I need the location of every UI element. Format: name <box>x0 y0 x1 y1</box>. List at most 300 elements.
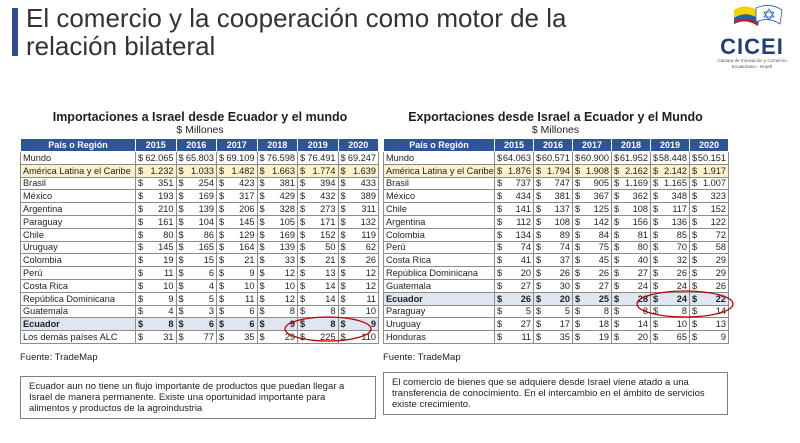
value-text: 10 <box>244 280 255 291</box>
currency-symbol: $ <box>536 319 542 330</box>
currency-symbol: $ <box>219 152 225 163</box>
value-text: 17 <box>559 319 570 330</box>
value-text: 139 <box>198 204 214 215</box>
value-text: 61.952 <box>619 152 648 163</box>
currency-symbol: $ <box>219 165 225 176</box>
row-label: Perú <box>384 241 495 254</box>
currency-symbol: $ <box>340 332 346 343</box>
currency-symbol: $ <box>653 268 659 279</box>
currency-symbol: $ <box>614 242 620 253</box>
value-text: 1.639 <box>353 165 376 176</box>
value-text: 26 <box>559 268 570 279</box>
value-text: 12 <box>284 293 295 304</box>
currency-symbol: $ <box>259 268 265 279</box>
currency-symbol: $ <box>575 242 581 253</box>
value-text: 11 <box>244 293 255 304</box>
value-text: 254 <box>198 178 214 189</box>
value-text: 4 <box>208 280 214 291</box>
value-text: 76.491 <box>307 152 336 163</box>
currency-symbol: $ <box>692 268 698 279</box>
currency-symbol: $ <box>340 319 346 330</box>
currency-symbol: $ <box>692 216 698 227</box>
currency-symbol: $ <box>653 216 659 227</box>
currency-symbol: $ <box>259 280 265 291</box>
header-year: 2018 <box>612 139 651 152</box>
value-text: 156 <box>632 216 648 227</box>
value-text: 394 <box>320 178 336 189</box>
value-text: 62.065 <box>145 152 174 163</box>
value-text: 12 <box>365 280 376 291</box>
value-text: 76.598 <box>266 152 295 163</box>
currency-symbol: $ <box>653 332 659 343</box>
value-text: 1.917 <box>703 165 726 176</box>
currency-symbol: $ <box>300 191 306 202</box>
row-label: Perú <box>21 267 136 280</box>
currency-symbol: $ <box>653 280 659 291</box>
currency-symbol: $ <box>259 255 265 266</box>
value-text: 35 <box>244 332 255 343</box>
value-text: 27 <box>520 319 531 330</box>
value-text: 26 <box>365 255 376 266</box>
currency-symbol: $ <box>614 332 620 343</box>
currency-symbol: $ <box>692 165 698 176</box>
currency-symbol: $ <box>259 152 265 163</box>
value-text: 122 <box>710 216 726 227</box>
currency-symbol: $ <box>614 293 620 304</box>
value-text: 6 <box>208 319 214 330</box>
row-label: México <box>21 190 136 203</box>
currency-symbol: $ <box>219 306 225 317</box>
currency-symbol: $ <box>300 306 306 317</box>
currency-symbol: $ <box>575 293 581 304</box>
value-text: 141 <box>515 204 531 215</box>
logo-text: CICEI <box>720 34 784 59</box>
value-text: 112 <box>516 216 531 227</box>
currency-symbol: $ <box>653 319 659 330</box>
value-text: 1.169 <box>625 178 648 189</box>
value-text: 145 <box>158 242 174 253</box>
value-text: 273 <box>320 204 336 215</box>
currency-symbol: $ <box>340 293 346 304</box>
currency-symbol: $ <box>575 306 581 317</box>
row-label: Uruguay <box>21 241 136 254</box>
currency-symbol: $ <box>178 255 184 266</box>
currency-symbol: $ <box>614 191 620 202</box>
currency-symbol: $ <box>219 242 225 253</box>
value-text: 10 <box>676 319 687 330</box>
right-table-title: Exportaciones desde Israel a Ecuador y el Mundo <box>408 110 703 124</box>
value-text: 367 <box>593 191 609 202</box>
value-text: 58.448 <box>658 152 687 163</box>
value-text: 137 <box>554 204 570 215</box>
value-text: 18 <box>598 319 609 330</box>
value-text: 1.876 <box>508 165 531 176</box>
currency-symbol: $ <box>653 165 659 176</box>
row-label: Costa Rica <box>384 254 495 267</box>
currency-symbol: $ <box>340 165 346 176</box>
currency-symbol: $ <box>575 255 581 266</box>
value-text: 152 <box>320 229 336 240</box>
value-text: 1.774 <box>312 165 336 176</box>
value-text: 169 <box>198 191 214 202</box>
value-text: 9 <box>370 319 376 330</box>
currency-symbol: $ <box>340 191 346 202</box>
currency-symbol: $ <box>497 293 503 304</box>
value-text: 13 <box>325 268 336 279</box>
value-text: 11 <box>366 293 376 304</box>
left-table-title: Importaciones a Israel desde Ecuador y el mundo <box>52 110 348 124</box>
currency-symbol: $ <box>536 255 542 266</box>
row-label: Honduras <box>384 331 495 344</box>
value-text: 142 <box>593 216 609 227</box>
row-label: Los demás países ALC <box>21 331 136 344</box>
value-text: 1.007 <box>703 178 726 189</box>
currency-symbol: $ <box>259 165 265 176</box>
left-table-subtitle: $ Millones <box>176 124 224 136</box>
currency-symbol: $ <box>614 165 620 176</box>
value-text: 29 <box>284 332 295 343</box>
currency-symbol: $ <box>340 229 346 240</box>
value-text: 10 <box>163 280 174 291</box>
currency-symbol: $ <box>138 293 144 304</box>
value-text: 20 <box>520 268 531 279</box>
value-text: 6 <box>249 306 255 317</box>
currency-symbol: $ <box>692 178 698 189</box>
row-label: México <box>384 190 495 203</box>
currency-symbol: $ <box>575 319 581 330</box>
value-text: 362 <box>632 191 648 202</box>
value-text: 206 <box>239 204 255 215</box>
currency-symbol: $ <box>497 152 503 163</box>
currency-symbol: $ <box>178 319 184 330</box>
currency-symbol: $ <box>340 204 346 215</box>
currency-symbol: $ <box>497 242 503 253</box>
currency-symbol: $ <box>300 280 306 291</box>
value-text: 62 <box>365 242 376 253</box>
currency-symbol: $ <box>138 229 144 240</box>
currency-symbol: $ <box>692 242 698 253</box>
value-text: 50 <box>325 242 336 253</box>
row-label: Chile <box>21 228 136 241</box>
currency-symbol: $ <box>138 152 144 163</box>
value-text: 1.165 <box>664 178 687 189</box>
currency-symbol: $ <box>653 255 659 266</box>
value-text: 29 <box>715 255 726 266</box>
row-label: Paraguay <box>384 305 495 318</box>
currency-symbol: $ <box>614 306 620 317</box>
currency-symbol: $ <box>219 280 225 291</box>
header-year: 2016 <box>534 139 573 152</box>
value-text: 1.663 <box>272 165 295 176</box>
value-text: 80 <box>163 229 174 240</box>
header-year: 2020 <box>338 139 379 152</box>
currency-symbol: $ <box>219 216 225 227</box>
currency-symbol: $ <box>178 280 184 291</box>
value-text: 24 <box>676 280 687 291</box>
currency-symbol: $ <box>614 152 620 163</box>
value-text: 22 <box>715 293 726 304</box>
currency-symbol: $ <box>259 178 265 189</box>
currency-symbol: $ <box>178 204 184 215</box>
currency-symbol: $ <box>259 229 265 240</box>
currency-symbol: $ <box>575 280 581 291</box>
value-text: 905 <box>593 178 609 189</box>
row-label: Colombia <box>21 254 136 267</box>
currency-symbol: $ <box>692 293 698 304</box>
value-text: 19 <box>598 332 609 343</box>
currency-symbol: $ <box>300 216 306 227</box>
header-year: 2016 <box>176 139 217 152</box>
currency-symbol: $ <box>614 204 620 215</box>
value-text: 129 <box>239 229 255 240</box>
currency-symbol: $ <box>614 216 620 227</box>
currency-symbol: $ <box>138 280 144 291</box>
currency-symbol: $ <box>138 165 144 176</box>
value-text: 84 <box>598 229 609 240</box>
currency-symbol: $ <box>692 319 698 330</box>
value-text: 26 <box>676 268 687 279</box>
value-text: 89 <box>559 229 570 240</box>
currency-symbol: $ <box>138 178 144 189</box>
value-text: 74 <box>559 242 570 253</box>
value-text: 9 <box>720 332 726 343</box>
header-year: 2020 <box>690 139 729 152</box>
currency-symbol: $ <box>219 178 225 189</box>
value-text: 348 <box>671 191 687 202</box>
value-text: 110 <box>361 332 376 343</box>
currency-symbol: $ <box>300 165 306 176</box>
value-text: 14 <box>715 306 726 317</box>
header-country: País o Región <box>21 139 136 152</box>
value-text: 72 <box>715 229 726 240</box>
currency-symbol: $ <box>340 255 346 266</box>
value-text: 19 <box>163 255 174 266</box>
value-text: 108 <box>632 204 648 215</box>
value-text: 81 <box>637 229 648 240</box>
value-text: 1.794 <box>547 165 570 176</box>
value-text: 21 <box>325 255 336 266</box>
currency-symbol: $ <box>219 191 225 202</box>
left-highlight-circle <box>285 317 371 341</box>
value-text: 145 <box>239 216 255 227</box>
value-text: 3 <box>208 306 214 317</box>
currency-symbol: $ <box>138 242 144 253</box>
currency-symbol: $ <box>536 229 542 240</box>
row-label: Brasil <box>21 177 136 190</box>
currency-symbol: $ <box>178 306 184 317</box>
currency-symbol: $ <box>575 165 581 176</box>
value-text: 117 <box>672 204 687 215</box>
value-text: 70 <box>676 242 687 253</box>
right-highlight-circle <box>637 291 733 317</box>
row-label: Brasil <box>384 177 495 190</box>
value-text: 20 <box>637 332 648 343</box>
value-text: 14 <box>325 293 336 304</box>
currency-symbol: $ <box>575 268 581 279</box>
value-text: 8 <box>330 306 336 317</box>
row-label: República Dominicana <box>21 292 136 305</box>
row-label: Guatemala <box>384 279 495 292</box>
right-table-subtitle: $ Millones <box>531 124 580 136</box>
row-label: Guatemala <box>21 305 136 318</box>
currency-symbol: $ <box>497 255 503 266</box>
row-label: América Latina y el Caribe <box>21 164 136 177</box>
value-text: 27 <box>598 280 609 291</box>
value-text: 45 <box>598 255 609 266</box>
value-text: 165 <box>198 242 214 253</box>
currency-symbol: $ <box>259 191 265 202</box>
value-text: 60.571 <box>541 152 570 163</box>
currency-symbol: $ <box>692 332 698 343</box>
currency-symbol: $ <box>178 268 184 279</box>
value-text: 161 <box>158 216 174 227</box>
right-note: El comercio de bienes que se adquiere desde Israel viene atado a una transferencia de conocimiento. En el intercambio en el ámbito de servicios existe crecimiento. <box>383 372 728 415</box>
currency-symbol: $ <box>300 293 306 304</box>
value-text: 41 <box>520 255 531 266</box>
value-text: 20 <box>559 293 570 304</box>
currency-symbol: $ <box>692 255 698 266</box>
currency-symbol: $ <box>259 319 265 330</box>
row-label: Colombia <box>384 228 495 241</box>
currency-symbol: $ <box>536 242 542 253</box>
value-text: 60.900 <box>580 152 609 163</box>
value-text: 33 <box>284 255 295 266</box>
currency-symbol: $ <box>138 204 144 215</box>
value-text: 27 <box>520 280 531 291</box>
currency-symbol: $ <box>300 242 306 253</box>
value-text: 381 <box>554 191 570 202</box>
currency-symbol: $ <box>219 255 225 266</box>
currency-symbol: $ <box>575 229 581 240</box>
value-text: 24 <box>637 280 648 291</box>
value-text: 119 <box>361 229 376 240</box>
value-text: 14 <box>325 280 336 291</box>
value-text: 2.162 <box>625 165 648 176</box>
currency-symbol: $ <box>614 280 620 291</box>
currency-symbol: $ <box>653 191 659 202</box>
currency-symbol: $ <box>300 152 306 163</box>
currency-symbol: $ <box>178 332 184 343</box>
right-source: Fuente: TradeMap <box>383 352 461 363</box>
value-text: 4 <box>168 306 174 317</box>
currency-symbol: $ <box>614 178 620 189</box>
currency-symbol: $ <box>536 191 542 202</box>
value-text: 210 <box>158 204 174 215</box>
header-year: 2015 <box>136 139 177 152</box>
currency-symbol: $ <box>178 178 184 189</box>
value-text: 65.803 <box>185 152 214 163</box>
currency-symbol: $ <box>692 280 698 291</box>
value-text: 164 <box>239 242 255 253</box>
currency-symbol: $ <box>653 204 659 215</box>
currency-symbol: $ <box>178 216 184 227</box>
currency-symbol: $ <box>259 216 265 227</box>
currency-symbol: $ <box>259 293 265 304</box>
currency-symbol: $ <box>536 178 542 189</box>
currency-symbol: $ <box>340 152 346 163</box>
currency-symbol: $ <box>219 332 225 343</box>
value-text: 26 <box>715 280 726 291</box>
value-text: 10 <box>284 280 295 291</box>
value-text: 11 <box>163 268 174 279</box>
row-label: Ecuador <box>21 318 136 331</box>
currency-symbol: $ <box>340 280 346 291</box>
currency-symbol: $ <box>536 280 542 291</box>
value-text: 37 <box>559 255 570 266</box>
value-text: 747 <box>554 178 570 189</box>
row-label: Ecuador <box>384 292 495 305</box>
value-text: 64.063 <box>502 152 531 163</box>
currency-symbol: $ <box>138 306 144 317</box>
value-text: 317 <box>239 191 255 202</box>
value-text: 26 <box>598 268 609 279</box>
currency-symbol: $ <box>692 152 698 163</box>
header-year: 2017 <box>573 139 612 152</box>
left-source: Fuente: TradeMap <box>20 352 98 363</box>
currency-symbol: $ <box>575 178 581 189</box>
value-text: 12 <box>284 268 295 279</box>
header-year: 2018 <box>257 139 298 152</box>
value-text: 8 <box>642 306 648 317</box>
value-text: 169 <box>279 229 295 240</box>
value-text: 351 <box>158 178 174 189</box>
row-label: Paraguay <box>21 215 136 228</box>
currency-symbol: $ <box>536 306 542 317</box>
value-text: 6 <box>249 319 255 330</box>
value-text: 25 <box>598 293 609 304</box>
value-text: 136 <box>671 216 687 227</box>
row-label: Costa Rica <box>21 279 136 292</box>
value-text: 152 <box>710 204 726 215</box>
value-text: 323 <box>710 191 726 202</box>
value-text: 225 <box>320 332 336 343</box>
value-text: 134 <box>515 229 531 240</box>
value-text: 65 <box>676 332 687 343</box>
currency-symbol: $ <box>219 319 225 330</box>
header-year: 2015 <box>495 139 534 152</box>
currency-symbol: $ <box>138 191 144 202</box>
currency-symbol: $ <box>497 204 503 215</box>
header-country: País o Región <box>384 139 495 152</box>
value-text: 29 <box>715 268 726 279</box>
value-text: 74 <box>520 242 531 253</box>
row-label: República Dominicana <box>384 267 495 280</box>
currency-symbol: $ <box>178 152 184 163</box>
currency-symbol: $ <box>497 165 503 176</box>
value-text: 14 <box>637 319 648 330</box>
row-label: Argentina <box>21 203 136 216</box>
currency-symbol: $ <box>178 229 184 240</box>
header-year: 2019 <box>298 139 339 152</box>
currency-symbol: $ <box>178 293 184 304</box>
value-text: 12 <box>365 268 376 279</box>
value-text: 75 <box>598 242 609 253</box>
currency-symbol: $ <box>497 191 503 202</box>
value-text: 27 <box>637 268 648 279</box>
value-text: 35 <box>559 332 570 343</box>
currency-symbol: $ <box>614 255 620 266</box>
value-text: 10 <box>365 306 376 317</box>
row-label: Mundo <box>384 152 495 165</box>
currency-symbol: $ <box>300 319 306 330</box>
value-text: 8 <box>603 306 609 317</box>
header-year: 2017 <box>217 139 258 152</box>
currency-symbol: $ <box>497 319 503 330</box>
currency-symbol: $ <box>575 216 581 227</box>
value-text: 125 <box>593 204 609 215</box>
value-text: 8 <box>681 306 687 317</box>
value-text: 381 <box>279 178 295 189</box>
